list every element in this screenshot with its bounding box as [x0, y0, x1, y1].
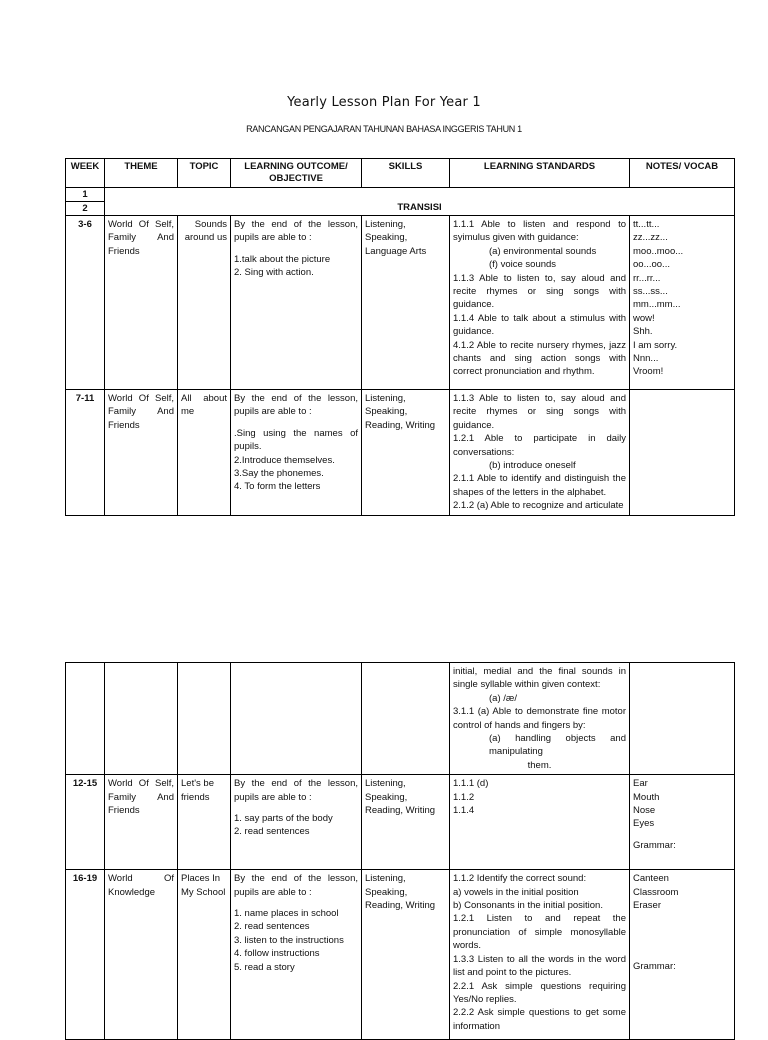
notes-cell [630, 775, 735, 870]
standard-line: 1.1.1 (d) [453, 778, 489, 790]
vocab-item: ss...ss... [633, 286, 668, 298]
header-standards: LEARNING STANDARDS [450, 159, 630, 188]
vocab-item: Nnn... [633, 353, 659, 365]
header-theme: THEME [105, 159, 178, 188]
skills-cell: Listening, Speaking, Reading, Writing [362, 390, 450, 516]
header-notes: NOTES/ VOCAB [630, 159, 735, 188]
outcome-line: 2. read sentences [234, 921, 310, 933]
standard-line: (a) /æ/ [489, 692, 517, 704]
standards-cell [450, 663, 630, 775]
notes-cell [630, 870, 735, 1040]
outcome-line: .Sing using the names of pupils. [234, 427, 358, 453]
theme-cell: World Of Self, Family And Friends [105, 216, 178, 390]
outcome-cell [231, 775, 362, 870]
standard-line: 1.1.3 Able to listen to, say aloud and recite rhymes or sing songs with guidance. [453, 272, 626, 311]
vocab-item: moo..moo... [633, 245, 684, 257]
standards-cell [450, 775, 630, 870]
standard-line: b) Consonants in the initial position. [453, 900, 603, 912]
outcome-cell [231, 216, 362, 390]
table-row [66, 775, 735, 870]
week-cell: 16-19 [66, 870, 105, 1040]
week-cell: 3-6 [66, 216, 105, 390]
standard-line: 1.1.4 [453, 805, 475, 817]
grammar-label: Grammar: [633, 839, 676, 851]
standard-line: 2.2.1 Ask simple questions requiring Yes/No replies. [453, 980, 626, 1005]
outcome-line: By the end of the lesson, pupils are able to : [234, 873, 358, 898]
table-row [66, 390, 735, 516]
theme-cell: World Of Self, Family And Friends [105, 775, 178, 870]
vocab-item: I am sorry. [633, 339, 678, 351]
outcome-line: 5. read a story [234, 961, 295, 973]
grammar-label: Grammar: [633, 961, 676, 973]
vocab-item: Mouth [633, 791, 660, 803]
standard-line: (b) introduce oneself [489, 460, 576, 472]
vocab-item: Classroom [633, 886, 679, 898]
topic-cell: Sounds around us [178, 216, 231, 390]
notes-cell [630, 663, 735, 775]
outcome-cell [231, 390, 362, 516]
outcome-line: 3. listen to the instructions [234, 934, 344, 946]
outcome-line: 2. Sing with action. [234, 267, 314, 279]
standard-line: 1.2.1 Listen to and repeat the pronunciation of simple monosyllable words. [453, 913, 626, 952]
standard-line: a) vowels in the initial position [453, 886, 579, 898]
standard-line: 1.1.2 Identify the correct sound: [453, 873, 587, 885]
theme-cell: World Of Self, Family And Friends [105, 390, 178, 516]
standard-line: 2.2.2 Ask simple questions to get some information [453, 1007, 626, 1032]
standard-line: 2.1.1 Able to identify and distinguish the shapes of the letters in the alphabet. [453, 473, 626, 498]
header-topic: TOPIC [178, 159, 231, 188]
vocab-item: rr...rr... [633, 272, 661, 284]
topic-cell [178, 663, 231, 775]
notes-cell [630, 390, 735, 516]
standard-line: 2.1.2 (a) Able to recognize and articulate [453, 500, 624, 512]
outcome-line: 4. To form the letters [234, 481, 321, 493]
topic-cell: Places In My School [178, 870, 231, 1040]
standards-cell [450, 216, 630, 390]
page-title: Yearly Lesson Plan For Year 1 [287, 95, 481, 110]
outcome-line: By the end of the lesson, pupils are able to : [234, 778, 358, 803]
vocab-item: Ear [633, 778, 648, 790]
skills-cell: Listening, Speaking, Reading, Writing [362, 870, 450, 1040]
vocab-item: Eyes [633, 818, 655, 830]
standard-line: 1.2.1 Able to participate in daily conversations: [453, 433, 626, 458]
vocab-item: mm...mm... [633, 299, 681, 311]
outcome-line: 2. read sentences [234, 826, 310, 838]
standard-line: 3.1.1 (a) Able to demonstrate fine motor control of hands and fingers by: [453, 706, 626, 731]
standard-line: 1.3.3 Listen to all the words in the word list and point to the pictures. [453, 953, 626, 979]
topic-cell: All about me [178, 390, 231, 516]
outcome-line: 4. follow instructions [234, 948, 320, 960]
outcome-cell [231, 663, 362, 775]
outcome-cell [231, 870, 362, 1040]
outcome-line: 1.talk about the picture [234, 253, 331, 265]
vocab-item: zz...zz... [633, 232, 668, 244]
header-row [66, 159, 735, 188]
transition-label: TRANSISI [105, 188, 735, 216]
vocab-item: Vroom! [633, 366, 664, 378]
vocab-item: Shh. [633, 326, 653, 338]
standard-line: 1.1.2 [453, 791, 475, 803]
theme-cell [105, 663, 178, 775]
transition-row [66, 188, 735, 202]
table-row [66, 663, 735, 775]
outcome-line: By the end of the lesson, pupils are able to : [234, 393, 358, 418]
transition-week-1: 1 [66, 188, 105, 202]
vocab-item: wow! [633, 312, 655, 324]
skills-cell: Listening, Speaking, Reading, Writing [362, 775, 450, 870]
standards-cell [450, 390, 630, 516]
standard-line: (a) handling objects and manipulating [489, 733, 626, 758]
skills-cell: Listening, Speaking, Language Arts [362, 216, 450, 390]
standard-line: 1.1.3 Able to listen to, say aloud and recite rhymes or sing songs with guidance. [453, 393, 626, 431]
vocab-item: oo...oo... [633, 259, 670, 271]
standard-line: them. [527, 759, 552, 771]
outcome-line: 1. name places in school [234, 908, 339, 920]
vocab-item: Nose [633, 805, 656, 817]
theme-cell: World Of Knowledge [105, 870, 178, 1040]
transition-week-2: 2 [66, 202, 105, 216]
page-subtitle: RANCANGAN PENGAJARAN TAHUNAN BAHASA INGGERIS TAHUN 1 [246, 124, 522, 134]
lesson-plan-table-page-2 [65, 662, 735, 1040]
topic-cell: Let's be friends [178, 775, 231, 870]
standard-line: (f) voice sounds [489, 259, 557, 271]
outcome-line: 2.Introduce themselves. [234, 454, 335, 466]
standard-line: 1.1.4 Able to talk about a stimulus with guidance. [453, 312, 626, 338]
standards-cell [450, 870, 630, 1040]
vocab-item: tt...tt... [633, 219, 660, 230]
header-week: WEEK [66, 159, 105, 188]
outcome-line: 3.Say the phonemes. [234, 468, 324, 480]
standard-line: (a) environmental sounds [489, 245, 597, 257]
lesson-plan-table-page-1 [65, 158, 735, 516]
standard-line: 1.1.1 Able to listen and respond to syimulus given with guidance: [453, 219, 626, 244]
week-cell: 12-15 [66, 775, 105, 870]
notes-cell [630, 216, 735, 390]
vocab-item: Eraser [633, 900, 661, 912]
outcome-line: By the end of the lesson, pupils are able to : [234, 219, 358, 244]
table-row [66, 216, 735, 390]
vocab-item: Canteen [633, 873, 669, 885]
skills-cell [362, 663, 450, 775]
standard-line: initial, medial and the final sounds in single syllable within given context: [453, 666, 626, 691]
table-row [66, 870, 735, 1040]
outcome-line: 1. say parts of the body [234, 813, 333, 825]
week-cell [66, 663, 105, 775]
header-outcome: LEARNING OUTCOME/ OBJECTIVE [231, 159, 362, 188]
header-skills: SKILLS [362, 159, 450, 188]
standard-line: 4.1.2 Able to recite nursery rhymes, jazz chants and sing action songs with correct pronunciation and rhythm. [453, 339, 626, 378]
week-cell: 7-11 [66, 390, 105, 516]
